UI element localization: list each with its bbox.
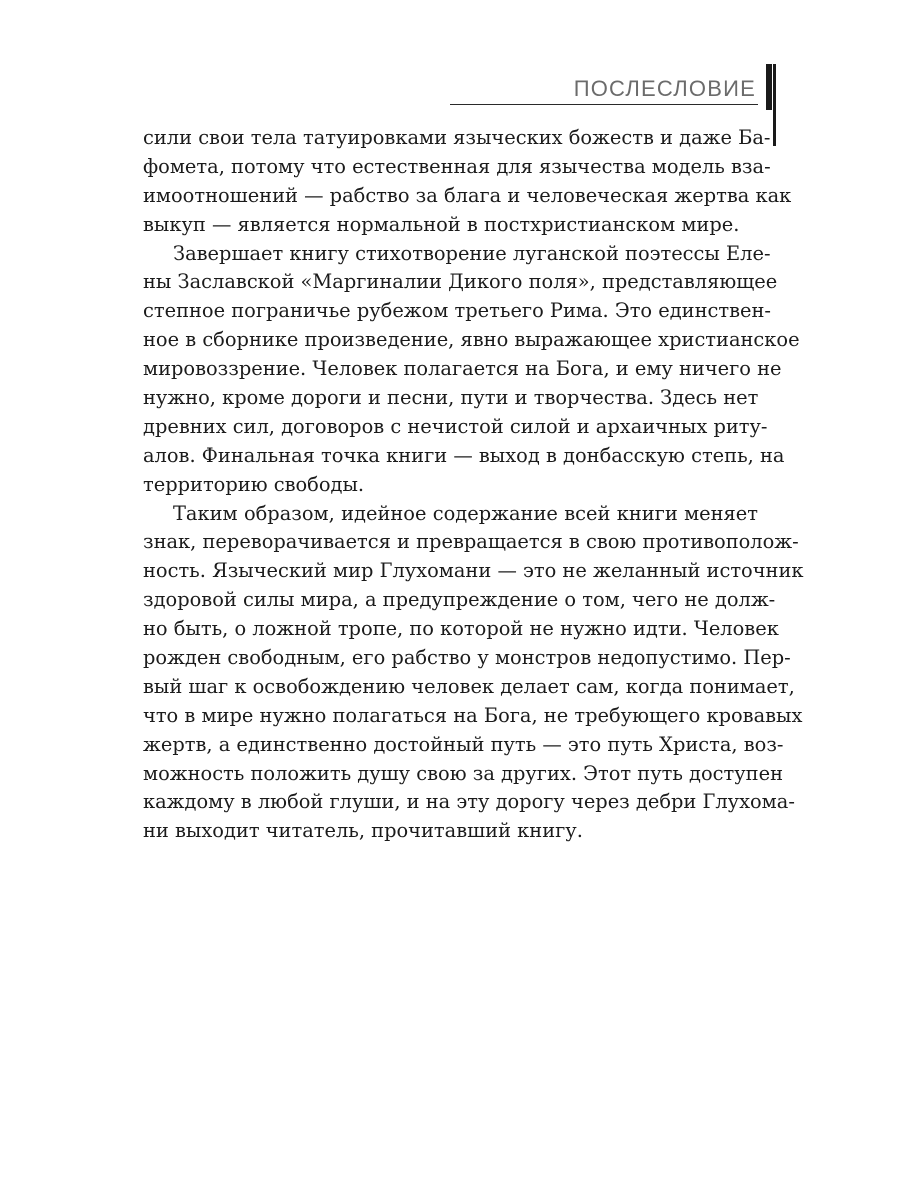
text-line: Завершает книгу стихотворение луганской поэтессы Еле- [173,241,771,265]
text-line: но быть, о ложной тропе, по которой не нужно идти. Человек [143,617,779,641]
paragraph [143,500,804,847]
text-line: древних сил, договоров с нечистой силой и архаичных риту- [143,414,768,438]
text-line: можность положить душу свою за других. Этот путь доступен [143,761,783,785]
section-title: ПОСЛЕСЛОВИЕ [573,76,756,101]
text-line: здоровой силы мира, а предупреждение о том, чего не долж- [143,588,776,612]
text-line: алов. Финальная точка книги — выход в донбасскую степь, на [143,443,785,467]
text-line: Таким образом, идейное содержание всей книги меняет [173,501,758,525]
text-line: имоотношений — рабство за блага и человеческая жертва как [143,183,792,207]
text-line: что в мире нужно полагаться на Бога, не требующего кровавых [143,703,803,727]
text-line: ное в сборнике произведение, явно выражающее христианское [143,328,800,352]
text-line: знак, переворачивается и превращается в свою противополож- [143,530,799,554]
text-line: выкуп — является нормальной в постхристианском мире. [143,212,740,236]
text-line: ны Заславской «Маргиналии Дикого поля», представляющее [143,270,778,294]
paragraph [143,124,792,240]
chapter-edge-marker [766,64,772,110]
text-line: нужно, кроме дороги и песни, пути и творчества. Здесь нет [143,386,759,410]
text-line: сили свои тела татуировками языческих божеств и даже Ба- [143,126,771,149]
text-line: мировоззрение. Человек полагается на Бога, и ему ничего не [143,357,782,381]
text-line: вый шаг к освобождению человек делает сам, когда понимает, [143,674,795,698]
running-header [450,74,758,105]
chapter-edge-marker-thin [773,64,776,146]
text-line: фомета, потому что естественная для язычества модель вза- [143,154,771,178]
text-line: ни выходит читатель, прочитавший книгу. [143,819,583,843]
text-line: территорию свободы. [143,472,365,496]
text-line: степное пограничье рубежом третьего Рима. Это единствен- [143,299,771,323]
text-line: ность. Языческий мир Глухомани — это не желанный источник [143,559,804,583]
body-text [143,124,804,846]
text-line: рожден свободным, его рабство у монстров недопустимо. Пер- [143,646,791,670]
paragraph [143,240,800,500]
text-line: каждому в любой глуши, и на эту дорогу через дебри Глухома- [143,790,795,814]
text-line: жертв, а единственно достойный путь — это путь Христа, воз- [143,732,784,756]
